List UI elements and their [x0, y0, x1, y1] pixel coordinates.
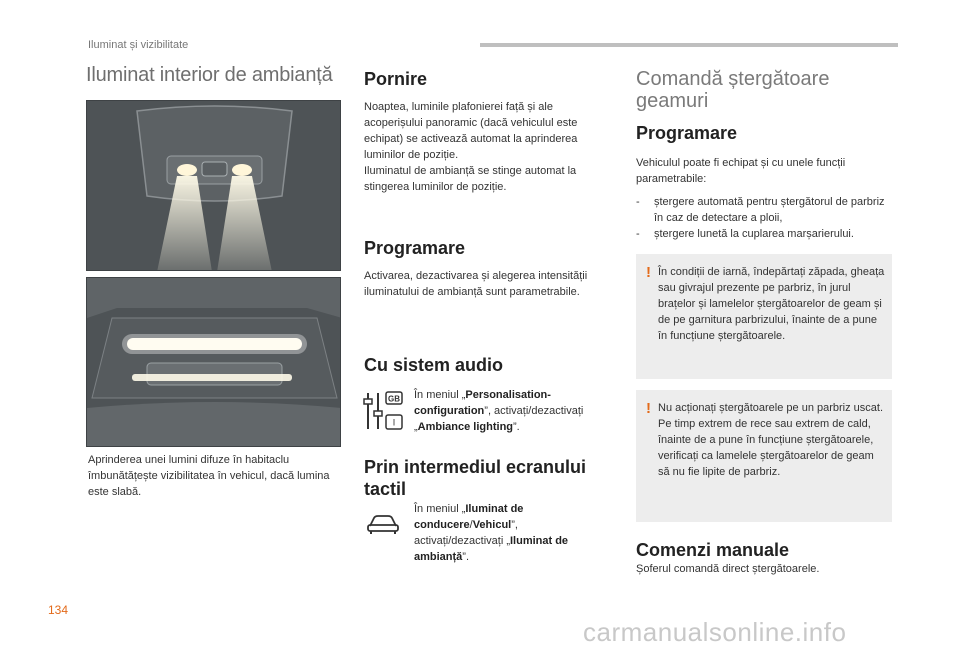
watermark: carmanualsonline.info	[583, 617, 847, 647]
car-icon	[366, 513, 400, 535]
heading-audio-system: Cu sistem audio	[364, 355, 504, 375]
warning-icon: !	[646, 264, 651, 281]
list-item: - ștergere lunetă la cuplarea marșarierului.	[636, 228, 854, 240]
pornire-text: Noaptea, luminile plafonierei față și ale acoperișului panoramic (dacă vehiculul este echipat) se activează automat la aprinderea luminilor de poziție. Iluminatul de ambianță se stinge automat la stingerea luminilor de poziție.	[364, 101, 578, 193]
warning-icon: !	[646, 400, 651, 417]
warning-box-dry-windshield	[636, 390, 892, 522]
heading-pornire: Pornire	[364, 69, 428, 89]
manual-controls-text: Șoferul comandă direct ștergătoarele.	[636, 563, 820, 575]
audio-info-label: I	[392, 417, 396, 428]
list-item: - ștergere automată pentru ștergătorul de parbriz în caz de detectare a ploii,	[636, 196, 885, 224]
touchscreen-menu-instruction: În meniul „Iluminat de conducere/Vehicul”, activați/dezactivați „Iluminat de ambianță”.	[414, 503, 569, 563]
roof-ambient-light-illustration	[86, 277, 341, 447]
section-title-ambient-lighting: Iluminat interior de ambianță	[86, 64, 333, 86]
section-title-wipers: Comandă ștergătoare geamuri	[636, 68, 830, 112]
section-header: Iluminat și vizibilitate	[88, 39, 189, 51]
wiper-feature-list	[636, 194, 892, 242]
page-number: 134	[48, 603, 69, 617]
audio-badge-label: GB	[388, 394, 400, 404]
wiper-programare-text: Vehiculul poate fi echipat și cu unele funcții parametrabile:	[636, 157, 846, 185]
ceiling-light-illustration	[86, 100, 341, 271]
heading-programare: Programare	[364, 238, 466, 258]
warning-text: În condiții de iarnă, îndepărtați zăpada, gheața sau givrajul prezente pe parbriz, în jurul brațelor și lamelelor ștergătoarelor de geam și de pe garnitura parbrizului, înainte de a pune în funcțiune ștergătoarele.	[658, 266, 885, 342]
audio-menu-instruction: În meniul „Personalisation-configuration”, activați/dezactivați „Ambiance lighting”.	[414, 389, 584, 433]
audio-settings-icon	[362, 391, 404, 431]
programare-text: Activarea, dezactivarea și alegerea intensității iluminatului de ambianță sunt parametrabile.	[364, 270, 588, 298]
heading-wiper-programare: Programare	[636, 123, 738, 143]
warning-text: Nu acționați ștergătoarele pe un parbriz uscat. Pe timp extrem de rece sau extrem de cald, înainte de a pune în funcțiune ștergătoarele, verificați ca lamelele ștergătoarelor de geam să nu fie lipite de parbriz.	[658, 402, 884, 478]
heading-touchscreen: Prin intermediul ecranului tactil	[364, 457, 587, 499]
warning-box-winter	[636, 254, 892, 379]
image-caption: Aprinderea unei lumini difuze în habitaclu îmbunătățește vizibilitatea în vehicul, dacă lumina este slabă.	[88, 454, 330, 498]
header-divider	[480, 43, 898, 47]
heading-manual-controls: Comenzi manuale	[636, 540, 790, 560]
